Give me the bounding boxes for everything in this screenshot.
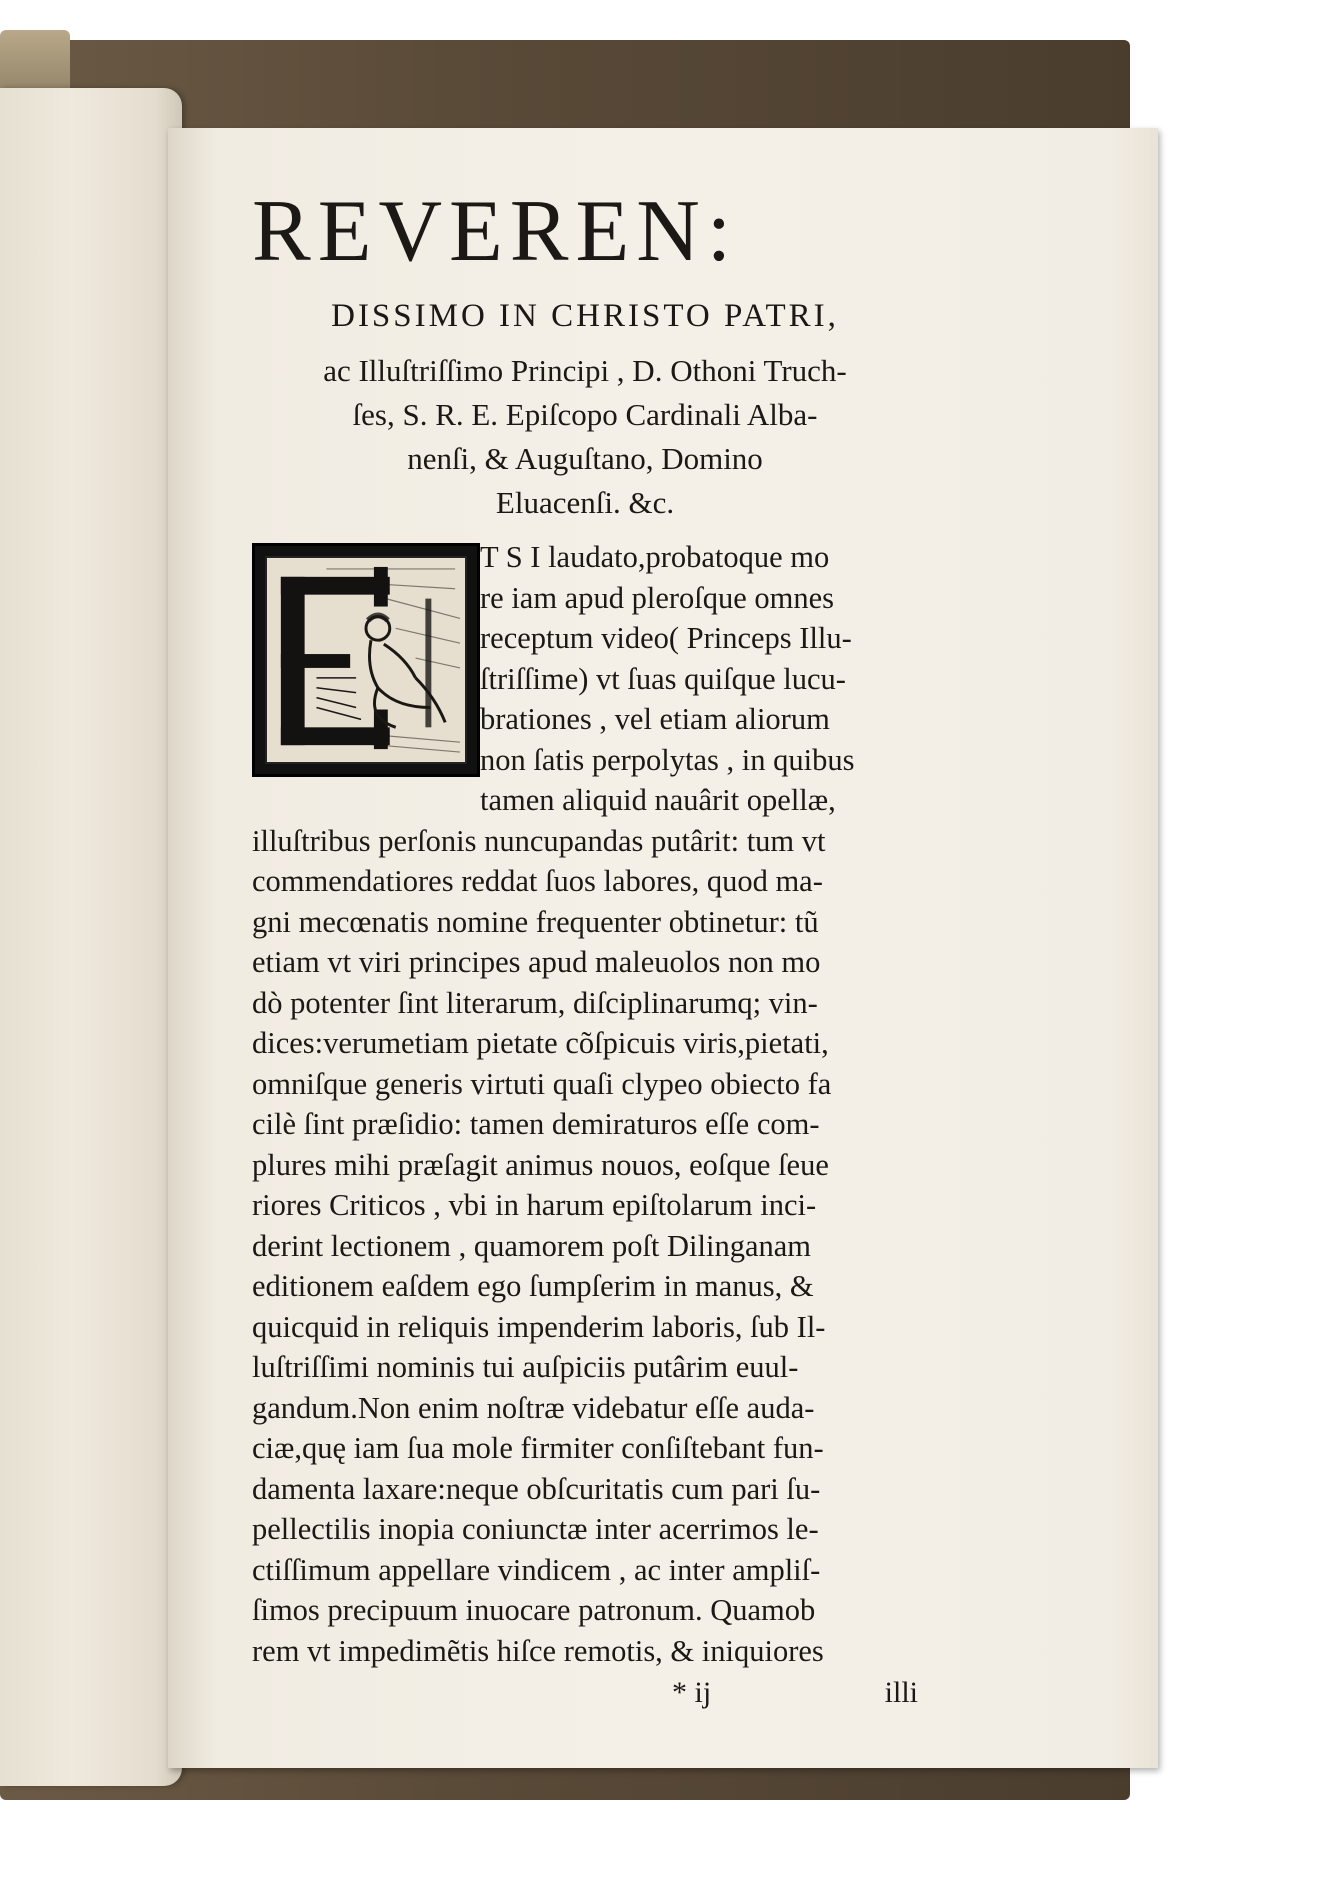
body-line: plures mihi præſagit animus nouos, eoſque ſeue xyxy=(252,1147,829,1182)
page-subtitle: DISSIMO IN CHRISTO PATRI, xyxy=(331,298,839,334)
left-page xyxy=(0,88,182,1786)
body-line: rem vt impedimẽtis hiſce remotis, & iniquiores xyxy=(252,1633,824,1668)
body-line: riores Criticos , vbi in harum epiſtolarum inci- xyxy=(252,1188,817,1222)
text-block xyxy=(252,183,918,1714)
dedication-address xyxy=(252,349,918,525)
body-line: non ſatis perpolytas , in quibus xyxy=(480,742,855,777)
body-line: commendatiores reddat ſuos labores, quod ma- xyxy=(252,864,823,898)
body-line: dices:verumetiam pietate cõſpicuis viris,pietati, xyxy=(252,1026,829,1060)
body-line: dò potenter ſint literarum, diſciplinarumq; vin- xyxy=(252,985,818,1020)
body-line: tamen aliquid nauârit opellæ, xyxy=(480,783,836,817)
body-line: pellectilis inopia coniunctæ inter acerrimos le- xyxy=(252,1512,819,1546)
body-line: omniſque generis virtuti quaſi clypeo obiecto fa xyxy=(252,1066,832,1101)
address-line: Eluacenſi. &c. xyxy=(495,485,675,520)
page-footer xyxy=(252,1673,918,1714)
body-line: T S I laudato,probatoque mo xyxy=(480,540,830,574)
body-line: ciæ,quę iam ſua mole firmiter conſiſtebant fun- xyxy=(252,1431,824,1465)
body-line: illuſtribus perſonis nuncupandas putârit: tum vt xyxy=(252,823,826,858)
body-line: ſimos precipuum inuocare patronum. Quamob xyxy=(252,1593,816,1627)
page-title: REVEREN: xyxy=(252,183,739,280)
woodcut-illustration-icon xyxy=(267,558,465,762)
body-line: gni mecœnatis nomine frequenter obtinetur: tũ xyxy=(252,904,819,939)
address-line: ſes, S. R. E. Epiſcopo Cardinali Alba- xyxy=(352,397,818,432)
body-line: derint lectionem , quamorem poſt Dilinganam xyxy=(252,1228,812,1263)
body-line: re iam apud pleroſque omnes xyxy=(480,580,835,615)
right-page xyxy=(168,128,1158,1768)
body-line: ctiſſimum appellare vindicem , ac inter ampliſ- xyxy=(252,1552,821,1587)
body-line: damenta laxare:neque obſcuritatis cum pari ſu- xyxy=(252,1471,821,1506)
body-text xyxy=(252,537,918,1714)
body-line: brationes , vel etiam aliorum xyxy=(480,702,830,736)
body-line: luſtriſſimi nominis tui auſpiciis putârim euul- xyxy=(252,1350,799,1384)
signature-mark: * ij xyxy=(672,1676,712,1709)
body-line: receptum video( Princeps Illu- xyxy=(480,621,852,655)
body-line: quicquid in reliquis impenderim laboris, ſub Il- xyxy=(252,1309,826,1344)
body-line: gandum.Non enim noſtræ videbatur eſſe auda- xyxy=(252,1390,815,1425)
catchword: illi xyxy=(884,1676,918,1709)
address-line: nenſi, & Auguſtano, Domino xyxy=(407,441,763,476)
body-line: etiam vt viri principes apud maleuolos non mo xyxy=(252,945,821,979)
body-line: editionem eaſdem ego ſumpſerim in manus, & xyxy=(252,1269,814,1303)
address-line: ac Illuſtriſſimo Principi , D. Othoni Truch- xyxy=(323,353,847,388)
body-line: ſtriſſime) vt ſuas quiſque lucu- xyxy=(480,661,846,696)
body-line: cilè ſint præſidio: tamen demiraturos eſſe com- xyxy=(252,1107,820,1141)
woodcut-initial-e-icon xyxy=(252,543,480,777)
